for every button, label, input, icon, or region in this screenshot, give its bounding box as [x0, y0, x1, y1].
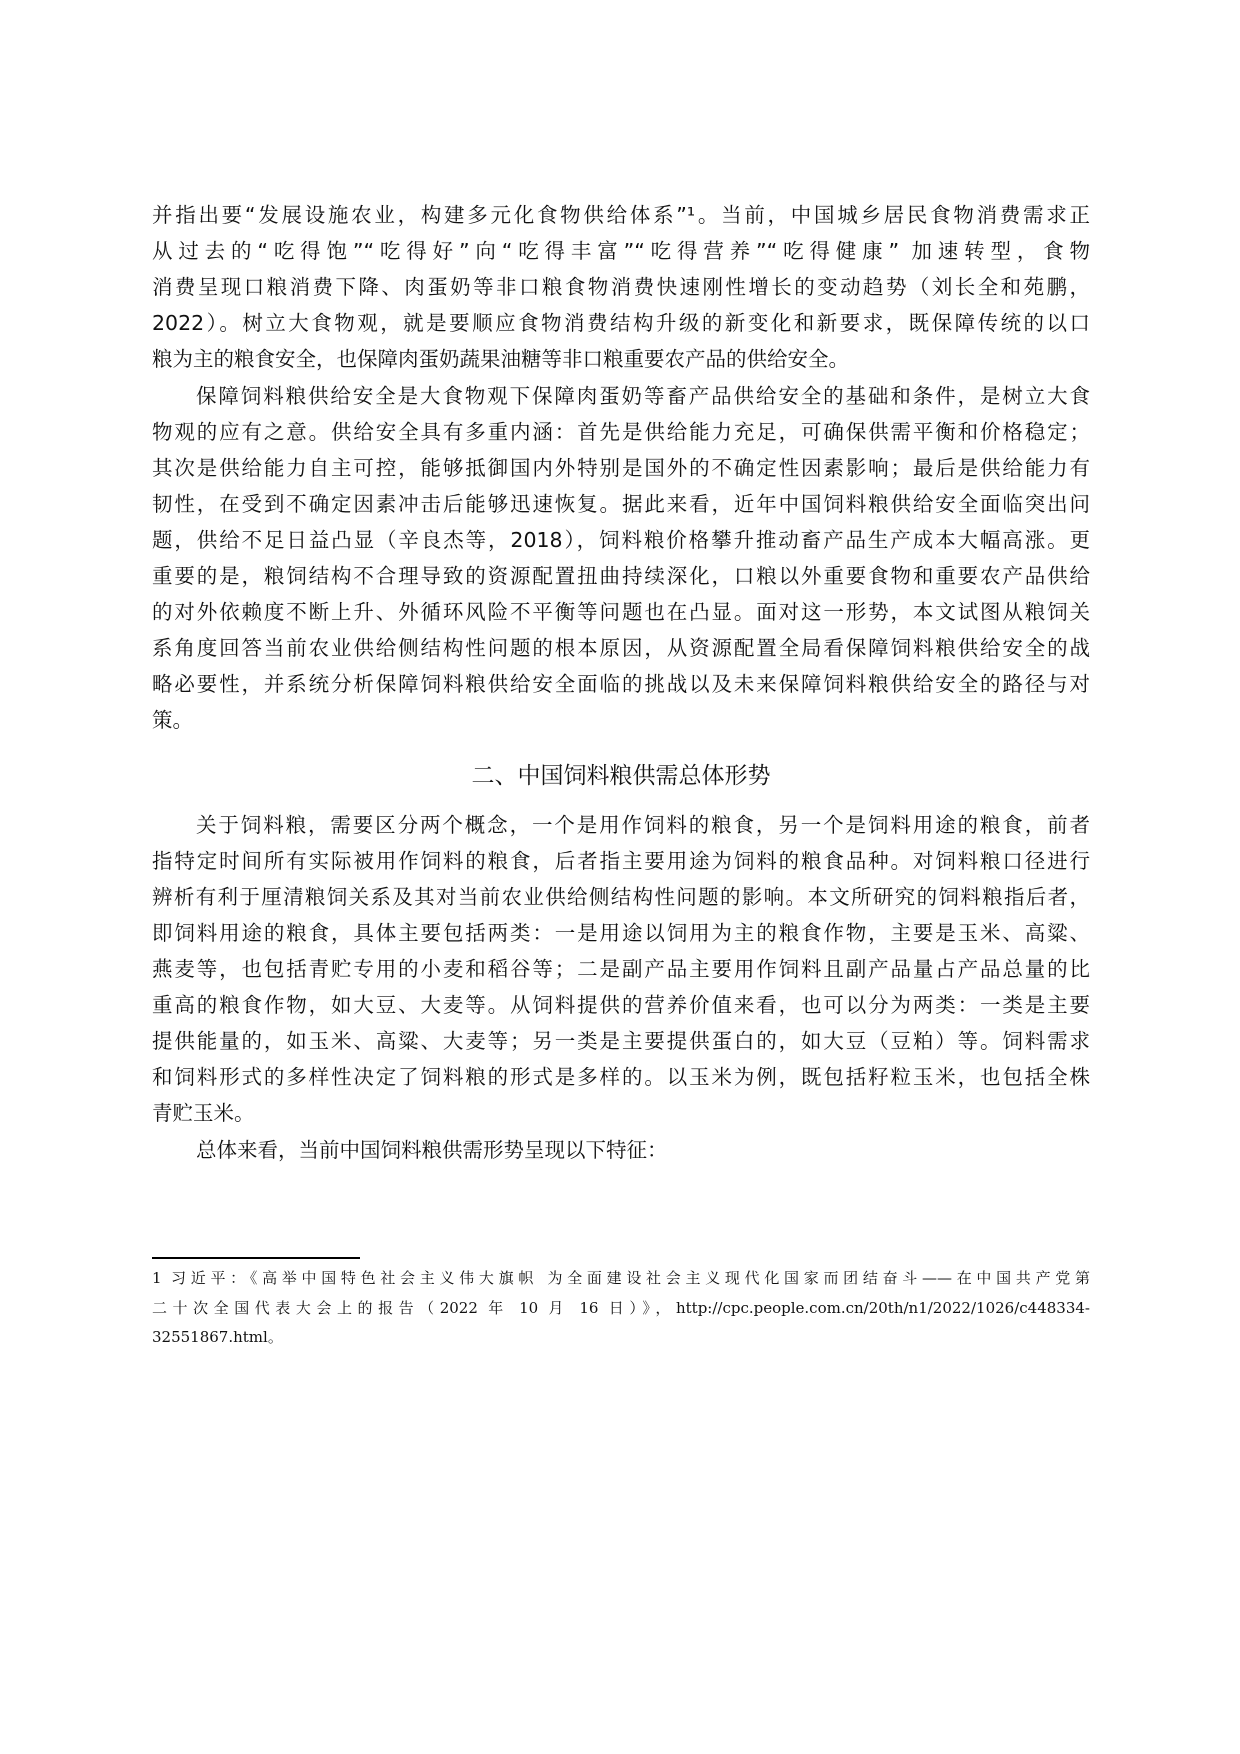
text-line: 物观的应有之意。供给安全具有多重内涵：首先是供给能力充足，可确保供需平衡和价格稳定；: [152, 420, 1090, 444]
text-line: 即饲料用途的粮食，具体主要包括两类：一是用途以饲用为主的粮食作物，主要是玉米、高粱、: [152, 921, 1090, 945]
text-line: 略必要性，并系统分析保障饲料粮供给安全面临的挑战以及未来保障饲料粮供给安全的路径与对: [152, 672, 1090, 696]
footnote-line: 二十次全国代表大会上的报告（2022 年 10 月 16 日）》，http://cpc.people.com.cn/20th/n1/2022/1026/c448334-: [152, 1298, 1090, 1317]
text-line: 青贮玉米。: [152, 1101, 255, 1125]
text-line: 从过去的“吃得饱”“吃得好”向“吃得丰富”“吃得营养”“吃得健康” 加速转型，食物: [152, 239, 1090, 263]
text-line: 总体来看，当前中国饲料粮供需形势呈现以下特征：: [196, 1138, 668, 1162]
text-line: 其次是供给能力自主可控，能够抵御国内外特别是国外的不确定性因素影响；最后是供给能力有: [152, 456, 1090, 480]
text-line: 2022）。树立大食物观，就是要顺应食物消费结构升级的新变化和新要求，既保障传统的以口: [152, 311, 1090, 335]
paragraph-4: [152, 1132, 1090, 1168]
text-line: 辨析有利于厘清粮饲关系及其对当前农业供给侧结构性问题的影响。本文所研究的饲料粮指后者，: [152, 885, 1090, 909]
text-line: 系角度回答当前农业供给侧结构性问题的根本原因，从资源配置全局看保障饲料粮供给安全的战: [152, 636, 1090, 660]
paragraph-2: [152, 378, 1090, 738]
text-line: 的对外依赖度不断上升、外循环风险不平衡等问题也在凸显。面对这一形势，本文试图从粮饲关: [152, 600, 1090, 624]
text-line: 重高的粮食作物，如大豆、大麦等。从饲料提供的营养价值来看，也可以分为两类：一类是主要: [152, 993, 1090, 1017]
text-line: 韧性，在受到不确定因素冲击后能够迅速恢复。据此来看，近年中国饲料粮供给安全面临突出问: [152, 492, 1090, 516]
text-line: 提供能量的，如玉米、高粱、大麦等；另一类是主要提供蛋白的，如大豆（豆粕）等。饲料需求: [152, 1029, 1090, 1053]
text-line: 关于饲料粮，需要区分两个概念，一个是用作饲料的粮食，另一个是饲料用途的粮食，前者: [196, 813, 1090, 837]
text-line: 重要的是，粮饲结构不合理导致的资源配置扭曲持续深化，口粮以外重要食物和重要农产品供给: [152, 564, 1090, 588]
text-line: 并指出要“发展设施农业，构建多元化食物供给体系”¹。当前，中国城乡居民食物消费需求正: [152, 203, 1090, 227]
footnote-separator: [152, 1257, 360, 1259]
text-line: 和饲料形式的多样性决定了饲料粮的形式是多样的。以玉米为例，既包括籽粒玉米，也包括全株: [152, 1065, 1090, 1089]
text-line: 粮为主的粮食安全，也保障肉蛋奶蔬果油糖等非口粮重要农产品的供给安全。: [152, 347, 849, 371]
text-line: 保障饲料粮供给安全是大食物观下保障肉蛋奶等畜产品供给安全的基础和条件，是树立大食: [196, 384, 1090, 408]
footnote-line: 32551867.html。: [152, 1328, 283, 1346]
section-heading: 二、中国饲料粮供需总体形势: [471, 763, 771, 789]
footnote-line: 1 习近平：《高举中国特色社会主义伟大旗帜 为全面建设社会主义现代化国家而团结奋斗——在中国共产党第: [152, 1269, 1090, 1287]
paragraph-3: [152, 807, 1090, 1131]
paragraph-1: [152, 197, 1090, 377]
text-line: 策。: [152, 708, 193, 732]
text-line: 消费呈现口粮消费下降、肉蛋奶等非口粮食物消费快速刚性增长的变动趋势（刘长全和苑鹏，: [152, 275, 1090, 299]
text-line: 燕麦等，也包括青贮专用的小麦和稻谷等；二是副产品主要用作饲料且副产品量占产品总量的比: [152, 957, 1090, 981]
text-line: 题，供给不足日益凸显（辛良杰等，2018），饲料粮价格攀升推动畜产品生产成本大幅高涨。更: [152, 528, 1090, 552]
text-line: 指特定时间所有实际被用作饲料的粮食，后者指主要用途为饲料的粮食品种。对饲料粮口径进行: [152, 849, 1090, 873]
footnote: [152, 1264, 1090, 1353]
